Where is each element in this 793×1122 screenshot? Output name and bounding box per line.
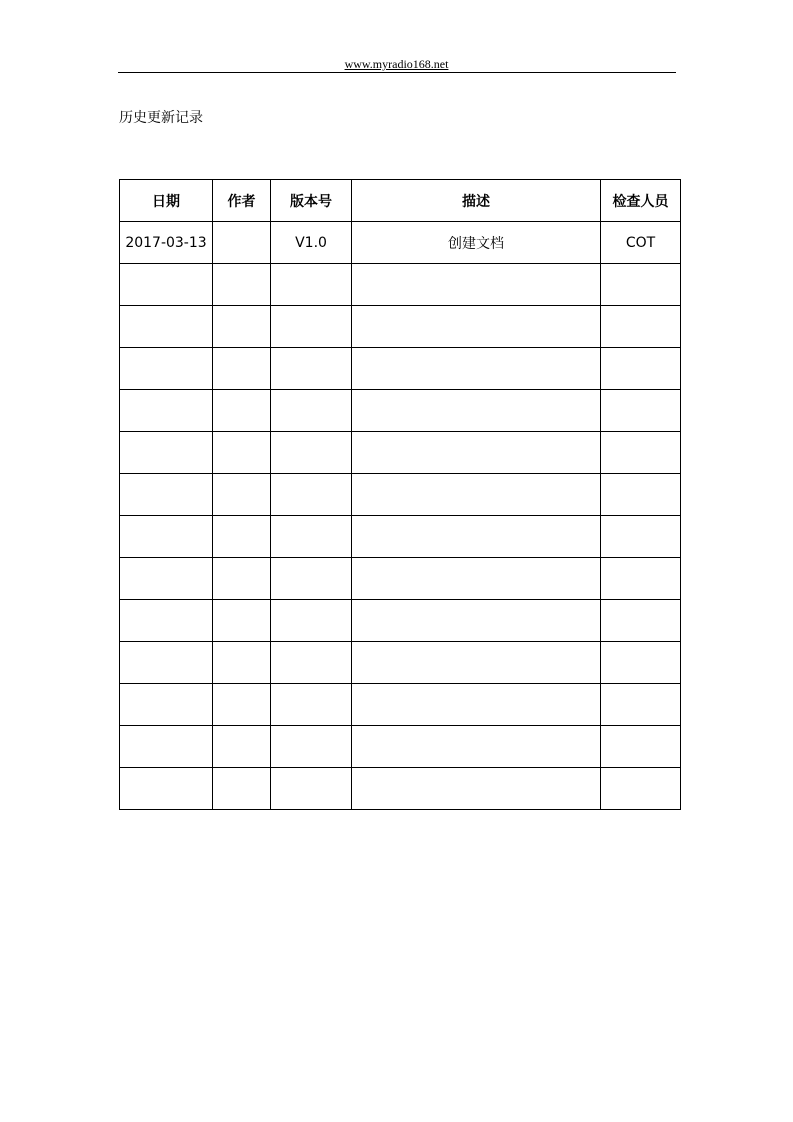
- cell-version: [271, 600, 352, 642]
- table-row: [120, 222, 681, 264]
- column-header-version: 版本号: [271, 180, 352, 222]
- cell-description: [352, 558, 601, 600]
- cell-version: V1.0: [271, 222, 352, 264]
- table-row: [120, 264, 681, 306]
- cell-reviewer: [601, 768, 681, 810]
- cell-author: [213, 600, 271, 642]
- cell-reviewer: [601, 348, 681, 390]
- cell-author: [213, 516, 271, 558]
- cell-reviewer: [601, 516, 681, 558]
- cell-description: [352, 642, 601, 684]
- cell-description: [352, 432, 601, 474]
- cell-reviewer: [601, 558, 681, 600]
- cell-version: [271, 264, 352, 306]
- cell-date: [120, 432, 213, 474]
- header-divider: [118, 72, 676, 73]
- cell-version: [271, 348, 352, 390]
- table-body: [120, 222, 681, 810]
- cell-version: [271, 726, 352, 768]
- cell-author: [213, 726, 271, 768]
- table-row: [120, 768, 681, 810]
- table-row: [120, 390, 681, 432]
- table-row: [120, 600, 681, 642]
- cell-version: [271, 684, 352, 726]
- cell-version: [271, 516, 352, 558]
- cell-description: [352, 684, 601, 726]
- header-url-text: www.myradio168.net: [344, 57, 449, 71]
- cell-author: [213, 222, 271, 264]
- cell-reviewer: [601, 474, 681, 516]
- column-header-reviewer: 检查人员: [601, 180, 681, 222]
- cell-version: [271, 390, 352, 432]
- cell-date: [120, 390, 213, 432]
- cell-version: [271, 306, 352, 348]
- cell-description: [352, 768, 601, 810]
- table-row: [120, 642, 681, 684]
- cell-description: [352, 726, 601, 768]
- table-row: [120, 306, 681, 348]
- cell-description: [352, 348, 601, 390]
- cell-reviewer: [601, 264, 681, 306]
- header-url: [0, 57, 793, 72]
- table-row: [120, 558, 681, 600]
- cell-version: [271, 768, 352, 810]
- table-row: [120, 474, 681, 516]
- cell-description: [352, 306, 601, 348]
- cell-reviewer: [601, 306, 681, 348]
- cell-reviewer: [601, 684, 681, 726]
- cell-description: [352, 474, 601, 516]
- cell-date: [120, 558, 213, 600]
- cell-version: [271, 432, 352, 474]
- cell-description: [352, 264, 601, 306]
- cell-author: [213, 432, 271, 474]
- cell-version: [271, 558, 352, 600]
- cell-description: [352, 600, 601, 642]
- cell-description: 创建文档: [352, 222, 601, 264]
- page-title: 历史更新记录: [119, 110, 203, 126]
- cell-author: [213, 474, 271, 516]
- cell-date: [120, 684, 213, 726]
- table-row: [120, 432, 681, 474]
- cell-date: [120, 768, 213, 810]
- cell-reviewer: [601, 432, 681, 474]
- cell-reviewer: [601, 600, 681, 642]
- cell-author: [213, 684, 271, 726]
- cell-description: [352, 516, 601, 558]
- cell-date: [120, 264, 213, 306]
- cell-date: [120, 642, 213, 684]
- cell-author: [213, 306, 271, 348]
- cell-author: [213, 264, 271, 306]
- cell-version: [271, 474, 352, 516]
- cell-description: [352, 390, 601, 432]
- cell-date: [120, 474, 213, 516]
- cell-author: [213, 348, 271, 390]
- cell-version: [271, 642, 352, 684]
- table-row: [120, 516, 681, 558]
- cell-author: [213, 558, 271, 600]
- revision-history-table: [119, 179, 681, 810]
- cell-date: [120, 726, 213, 768]
- column-header-description: 描述: [352, 180, 601, 222]
- cell-author: [213, 390, 271, 432]
- column-header-author: 作者: [213, 180, 271, 222]
- cell-date: [120, 306, 213, 348]
- cell-date: [120, 516, 213, 558]
- cell-date: [120, 600, 213, 642]
- cell-reviewer: [601, 642, 681, 684]
- table-row: [120, 684, 681, 726]
- cell-reviewer: COT: [601, 222, 681, 264]
- column-header-date: 日期: [120, 180, 213, 222]
- cell-reviewer: [601, 726, 681, 768]
- cell-date: [120, 348, 213, 390]
- table-row: [120, 726, 681, 768]
- cell-author: [213, 768, 271, 810]
- table-row: [120, 348, 681, 390]
- table-header-row: [120, 180, 681, 222]
- cell-author: [213, 642, 271, 684]
- cell-date: 2017-03-13: [120, 222, 213, 264]
- cell-reviewer: [601, 390, 681, 432]
